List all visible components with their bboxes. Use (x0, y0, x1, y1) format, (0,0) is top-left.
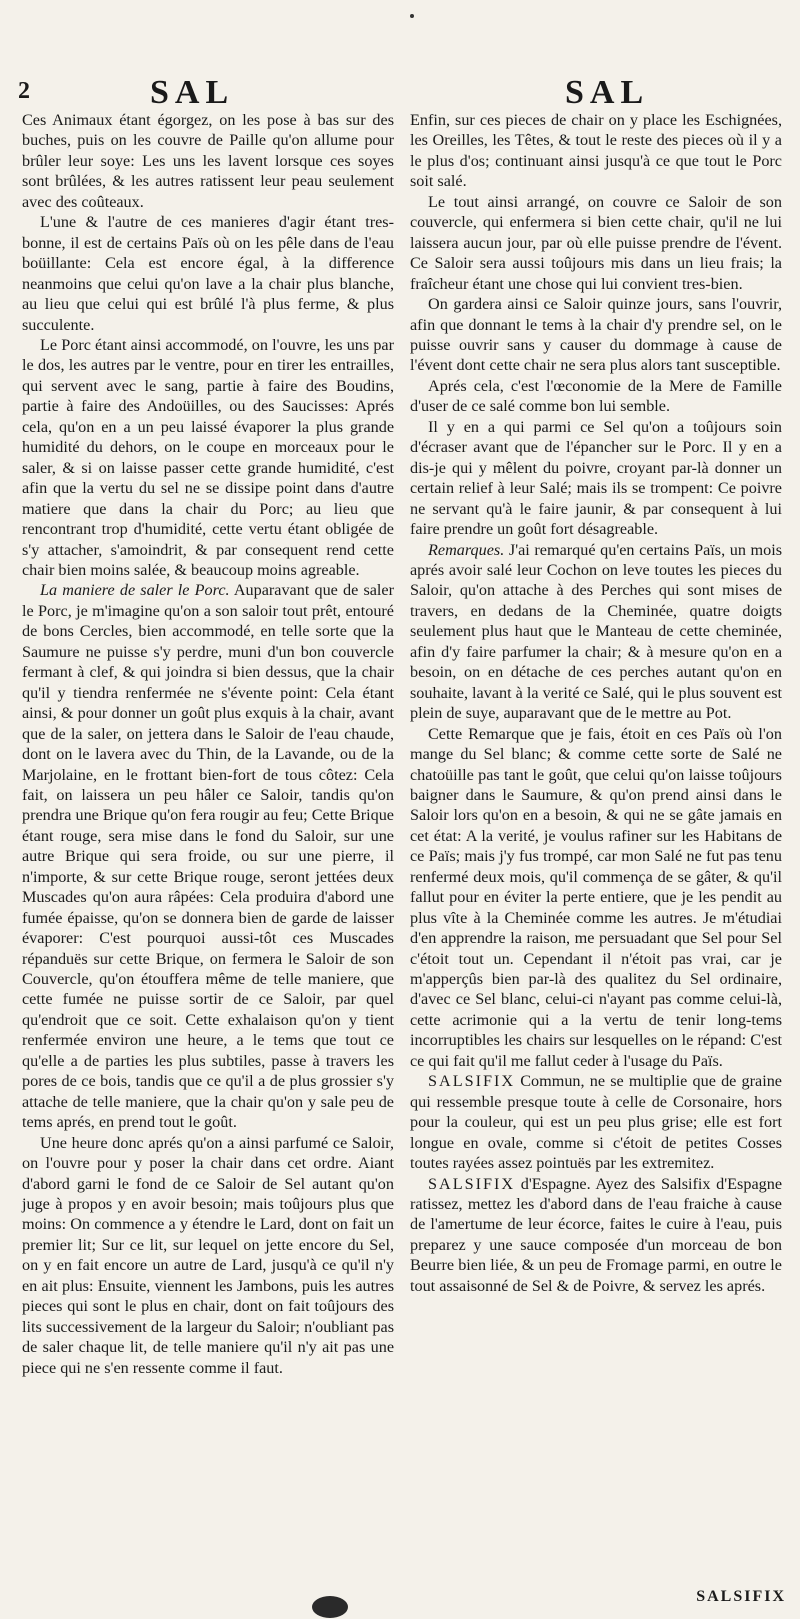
page-number: 2 (18, 78, 30, 104)
entry-text: d'Espagne. Ayez des Salsifix d'Espagne ratissez, mettez les d'abord dans de l'eau fraiche à cause de l'amertume de leur écorce, faites le cuire à l'eau, puis preparez y une sauce composée d'un morceau de bon Beurre bien liée, & un peu de Fromage parmi, en outre le tout assaisonné de Sel & de Poivre, & servez les aprés. (410, 1174, 783, 1295)
running-head-right: SAL (565, 74, 650, 111)
paragraph: Enfin, sur ces pieces de chair on y place les Eschignées, les Oreilles, les Têtes, & tout le reste des pieces où il y a le plus d'os; continuant ainsi jusqu'à ce que tout le Porc soit salé. (410, 111, 782, 191)
paragraph: L'une & l'autre de ces manieres d'agir étant tres-bonne, il est de certains Païs où on les pêle dans de l'eau boüillante: Cela est encore égal, à la difference neanmoins que celui qu'on lave a la chair plus blanche, au lieu que celui qui est brûlé l'à plus ferme, & plus succulente. (22, 213, 394, 334)
paragraph-with-subhead (22, 580, 394, 1132)
paragraph: Le Porc étant ainsi accommodé, on l'ouvre, les uns par le dos, les autres par le ventre, pour en tirer les entrailles, qui servent avec le sang, partie à faire des Boudins, partie à faire des Andoüilles, ou des Saucisses: Aprés cela, qu'on en a un peu laissé évaporer la plus grande humidité du dehors, on le coupe en morceaux pour le saler, & si on laisse passer cette grande humidité, c'est afin que la vertu du sel ne se dissipe point dans d'autre matiere que dans la chair du Porc; au lieu que rencontrant trop d'humidité, cette vertu étant obligée de s'y attacher, s'amoindrit, & par consequent rend cette chair bien moins salée, & beaucoup moins agreable. (22, 335, 394, 579)
left-column (22, 110, 394, 1378)
right-column (410, 110, 782, 1296)
paragraph: Aprés cela, c'est l'œconomie de la Mere de Famille d'user de ce salé comme bon lui semble. (410, 376, 782, 416)
paragraph: Ces Animaux étant égorgez, on les pose à bas sur des buches, puis on les couvre de Paille qu'on allume pour brûler leur soye: Les uns les lavent lorsque ces soyes sont brûlées, & les autres ratissent leur peau seulement avec des coûteaux. (22, 111, 394, 211)
paragraph: Cette Remarque que je fais, étoit en ces Païs où l'on mange du Sel blanc; & comme cette sorte de Salé ne chatoüille pas tant le goût, que celui qu'on laisse toûjours baigner dans le Saumure, & qu'on prend ainsi dans le Saloir lors qu'on en a besoin, & qui ne se gâte jamais en cet état: A la verité, je voulus rafiner sur les Habitans de ce Païs; mais j'y fus trompé, car mon Salé ne fut pas tenu renfermé deux mois, qu'il commença de se gâter, & qu'il fallut pour en éviter la perte entiere, que je les pendit au plus vîte à la Cheminée comme les autres. Je m'étudiai d'en apprendre la raison, me persuadant que Sel pour Sel c'étoit tout un. Cependant il n'étoit pas vrai, car je m'apperçûs bien par-là des qualitez du Sel ordinaire, d'avec ce Sel blanc, celui-ci n'ayant pas comme celui-là, cette acrimonie qui a la vertu de tenir long-tems incorruptibles les chairs sur lesquelles on le répand: C'est ce qui fait qu'il me fallut ceder à l'usage du Païs. (410, 724, 782, 1070)
entry-head: SALSIFIX (428, 1174, 516, 1193)
section-subhead: La maniere de saler le Porc. (40, 581, 230, 600)
page-speck (410, 14, 414, 18)
paragraph-text: J'ai remarqué qu'en certains Païs, un mois aprés avoir salé leur Cochon on leve toutes les pieces du Saloir, qu'on attache à des Perches qui sont mises de travers, en dedans de la Cheminée, quatre doigts seulement plus haut que le Manteau de cette cheminée, afin d'y faire parfumer la chair; & à mesure qu'on en a besoin, on en détache de ces perches autant qu'on en souhaite, lavant à la verité ce Salé, qui le plus souvent est plein de suye, auparavant que de le mettre au Pot. (410, 540, 783, 723)
paragraph: On gardera ainsi ce Saloir quinze jours, sans l'ouvrir, afin que donnant le tems à la chair d'y prendre sel, on le puisse ouvrir sans y causer du dommage à cause de l'évent dont cette chair ne sera plus alors tant susceptible. (410, 295, 782, 375)
paragraph: Le tout ainsi arrangé, on couvre ce Saloir de son couvercle, qui enfermera si bien cette chair, qu'il ne lui laissera aucun jour, par où elle puisse prendre de l'évent. Ce Saloir sera aussi toûjours mis dans un lieu frais; la fraîcheur étant une chose qui lui convient tres-bien. (410, 192, 782, 293)
entry-salsifix-espagne (410, 1174, 782, 1297)
paragraph: Il y en a qui parmi ce Sel qu'on a toûjours soin d'écraser avant que de l'épancher sur le Porc. Il y en a dis-je qui y mêlent du poivre, croyant par-là donner un certain relief à leur Salé; mais ils se trompent: Ce poivre ne servant qu'à le faire jaunir, & par consequent à lui faire prendre un goût fort désagreable. (410, 417, 782, 539)
running-head-left: SAL (150, 74, 235, 111)
paragraph-with-subhead (410, 540, 782, 724)
entry-salsifix-commun (410, 1071, 782, 1173)
entry-head: SALSIFIX (428, 1072, 516, 1091)
paragraph: Une heure donc aprés qu'on a ainsi parfumé ce Saloir, on l'ouvre pour y poser la chair dans cet ordre. Aiant d'abord garni le fond de ce Saloir de Sel autant qu'on juge à propos y en avoir besoin; mais toûjours plus que moins: On commence a y étendre le Lard, dont on fait un premier lit; Sur ce lit, sur lequel on jette encore du Sel, on y en fait encore un autre de Lard, jusqu'à ce qu'il n'y en ait plus: Ensuite, viennent les Jambons, puis les autres pieces qui sont le plus en chair, dont on fait toûjours des lits successivement de la largeur du Saloir; n'oubliant pas de saler chaque lit, de telle maniere qu'il n'y ait pas une piece qui ne s'en ressente comme il faut. (22, 1133, 394, 1377)
paragraph-text: Auparavant que de saler le Porc, je m'imagine qu'on a son saloir tout prêt, entouré de bons Cercles, bien accommodé, en telle sorte que la Saumure ne puisse s'y perdre, muni d'un bon couvercle fermant à clef, & qui joindra si bien dessus, que la chair qu'il y tiendra renfermée ne s'évente point: Cela étant ainsi, & pour donner un goût plus exquis à la chair, avant que de la saler, on jettera dans le Saloir de l'eau chaude, dont on le lavera avec du Thin, de la Lavande, ou de la Marjolaine, en le frottant bien-fort de tous côtez: Cela fait, on laissera un peu hâler ce Saloir, tandis qu'on prendra une Brique qu'on fera rougir au feu; Cette Brique étant rouge, sera mise dans le fond du Saloir, sur une autre Brique qui sera froide, ou sur une pierre, il n'importe, & sur cette Brique rouge, seront jettées deux Muscades qu'on aura râpées: Cela produira d'abord une fumée épaisse, qu'on se donnera bien de garde de laisser évaporer: C'est pourquoi aussi-tôt ces Muscades répanduës sur cette Brique, on fermera le Saloir de son Couvercle, qu'on étouffera même de telle maniere, que cette fumée ne puisse sortir de ce Saloir, par quel qu'endroit que ce soit. Cette exhalaison qu'on y tient renfermée environ une heure, a le tems que tout ce qu'elle a de parties les plus subtiles, passe à travers les pores de ce bois, tandis que ce qu'il a de plus grossier s'y attache de telle maniere, que la chair qu'on y sale peu de tems aprés, en prend tout le goût. (22, 581, 395, 1132)
remarques-label: Remarques. (428, 540, 505, 559)
catchword: SALSIFIX (696, 1588, 786, 1605)
entry-text: Commun, ne se multiplie que de graine qui ressemble presque toute à celle de Corsonaire, hors pour la couleur, qui est un peu plus grise; elle est fort longue en ovale, comme si c'étoit de petites Cosses toutes rayées assez pointuës par les extremitez. (410, 1072, 782, 1173)
ink-blot-ornament (312, 1596, 348, 1618)
